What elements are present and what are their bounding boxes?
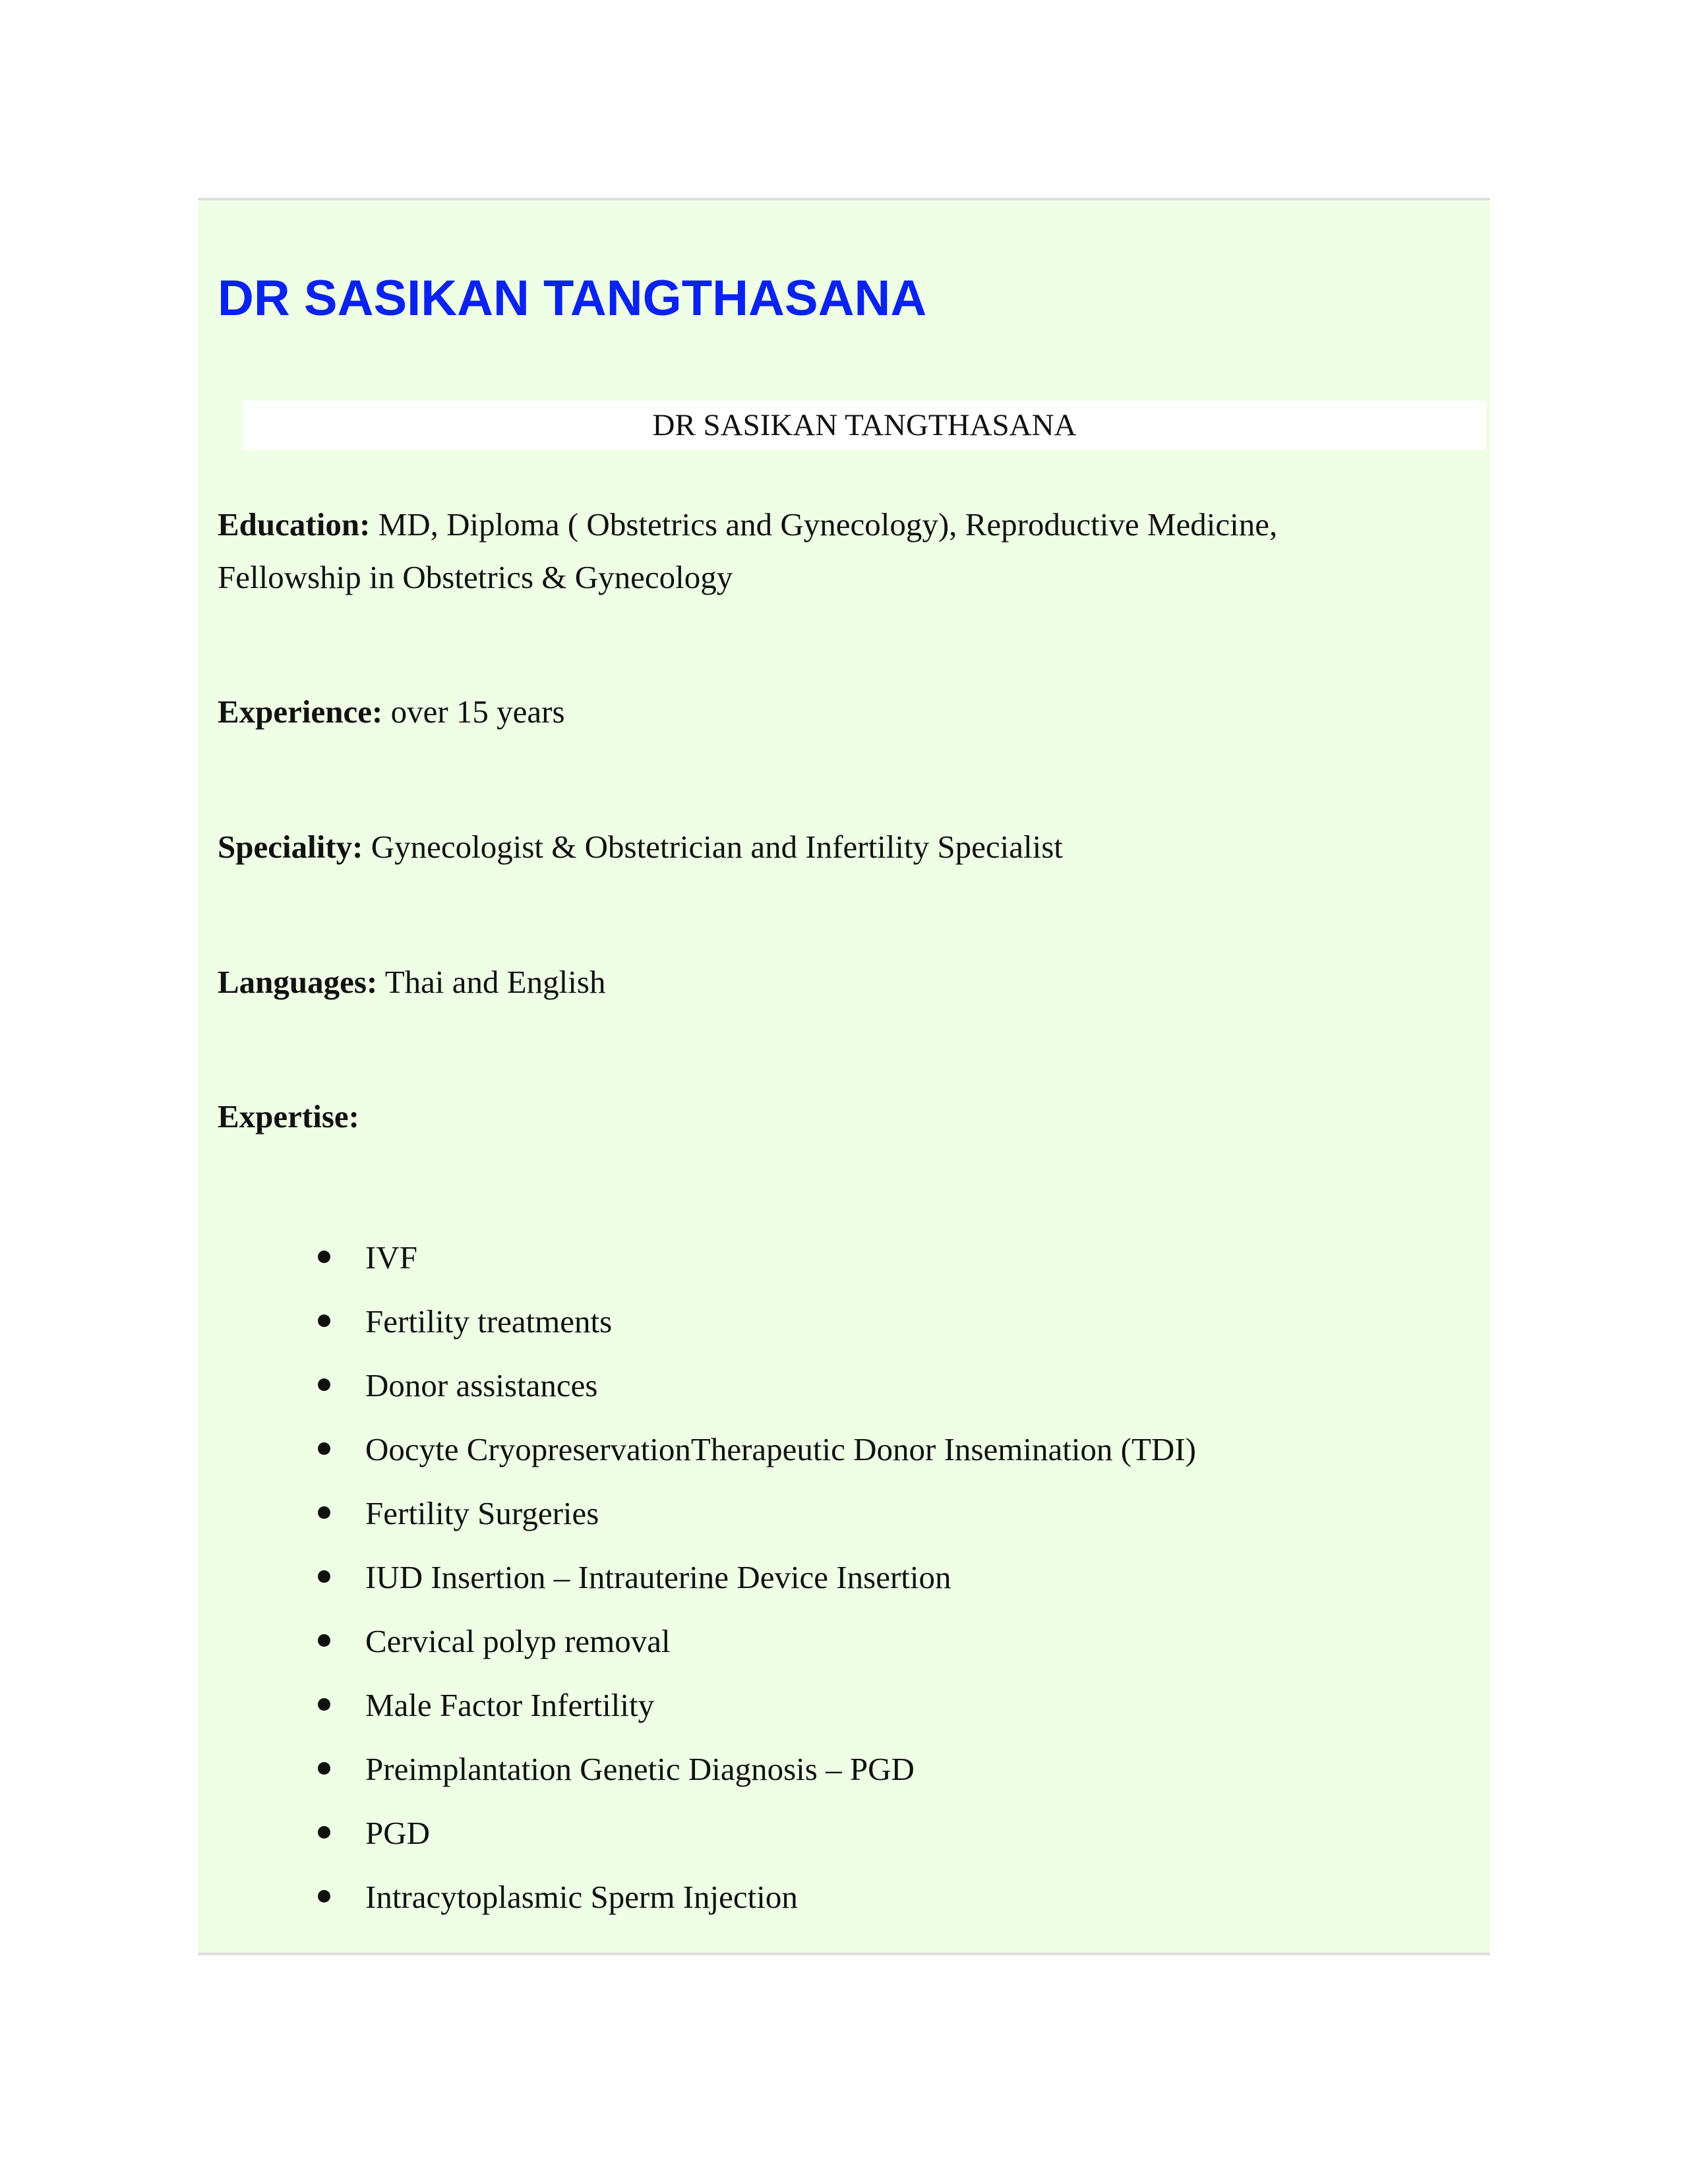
expertise-item-text: Fertility treatments bbox=[365, 1303, 613, 1340]
bullet-icon bbox=[318, 1762, 330, 1775]
expertise-item-text: Donor assistances bbox=[365, 1367, 598, 1403]
expertise-section bbox=[218, 1090, 359, 1143]
expertise-label: Expertise: bbox=[218, 1098, 359, 1135]
expertise-item-text: Cervical polyp removal bbox=[365, 1623, 671, 1659]
education-label: Education: bbox=[218, 506, 371, 543]
experience-value: over 15 years bbox=[390, 694, 565, 730]
expertise-item-text: Fertility Surgeries bbox=[365, 1495, 599, 1531]
bullet-icon bbox=[318, 1251, 330, 1263]
bullet-icon bbox=[318, 1442, 330, 1455]
experience-label: Experience: bbox=[218, 694, 383, 730]
expertise-item-text: PGD bbox=[365, 1815, 431, 1851]
languages-label: Languages: bbox=[218, 964, 378, 1000]
bullet-icon bbox=[318, 1570, 330, 1583]
expertise-item-text: IVF bbox=[365, 1239, 417, 1276]
bullet-icon bbox=[318, 1634, 330, 1647]
doctor-name-heading: DR SASIKAN TANGTHASANA bbox=[218, 270, 927, 326]
expertise-item-text: Preimplantation Genetic Diagnosis – PGD bbox=[365, 1751, 915, 1787]
languages-value: Thai and English bbox=[384, 964, 606, 1000]
bullet-icon bbox=[318, 1890, 330, 1903]
education-value-line2: Fellowship in Obstetrics & Gynecology bbox=[218, 559, 733, 595]
education-section bbox=[218, 498, 1277, 604]
speciality-label: Speciality: bbox=[218, 829, 363, 865]
expertise-item-text: Oocyte CryopreservationTherapeutic Donor Insemination (TDI) bbox=[365, 1431, 1196, 1467]
bullet-icon bbox=[318, 1378, 330, 1391]
bullet-icon bbox=[318, 1314, 330, 1327]
doctor-profile-panel bbox=[198, 198, 1490, 1955]
bullet-icon bbox=[318, 1698, 330, 1711]
bullet-icon bbox=[318, 1506, 330, 1519]
experience-section bbox=[218, 686, 565, 738]
doctor-name-caption: DR SASIKAN TANGTHASANA bbox=[243, 401, 1486, 450]
bullet-icon bbox=[318, 1826, 330, 1839]
languages-section bbox=[218, 956, 605, 1009]
speciality-value: Gynecologist & Obstetrician and Infertility Specialist bbox=[371, 829, 1063, 865]
expertise-item-text: Intracytoplasmic Sperm Injection bbox=[365, 1879, 798, 1915]
expertise-item-text: Male Factor Infertility bbox=[365, 1687, 655, 1723]
speciality-section bbox=[218, 821, 1063, 873]
expertise-item-text: IUD Insertion – Intrauterine Device Insertion bbox=[365, 1559, 951, 1595]
education-value-line1: MD, Diploma ( Obstetrics and Gynecology), Reproductive Medicine, bbox=[378, 506, 1278, 543]
